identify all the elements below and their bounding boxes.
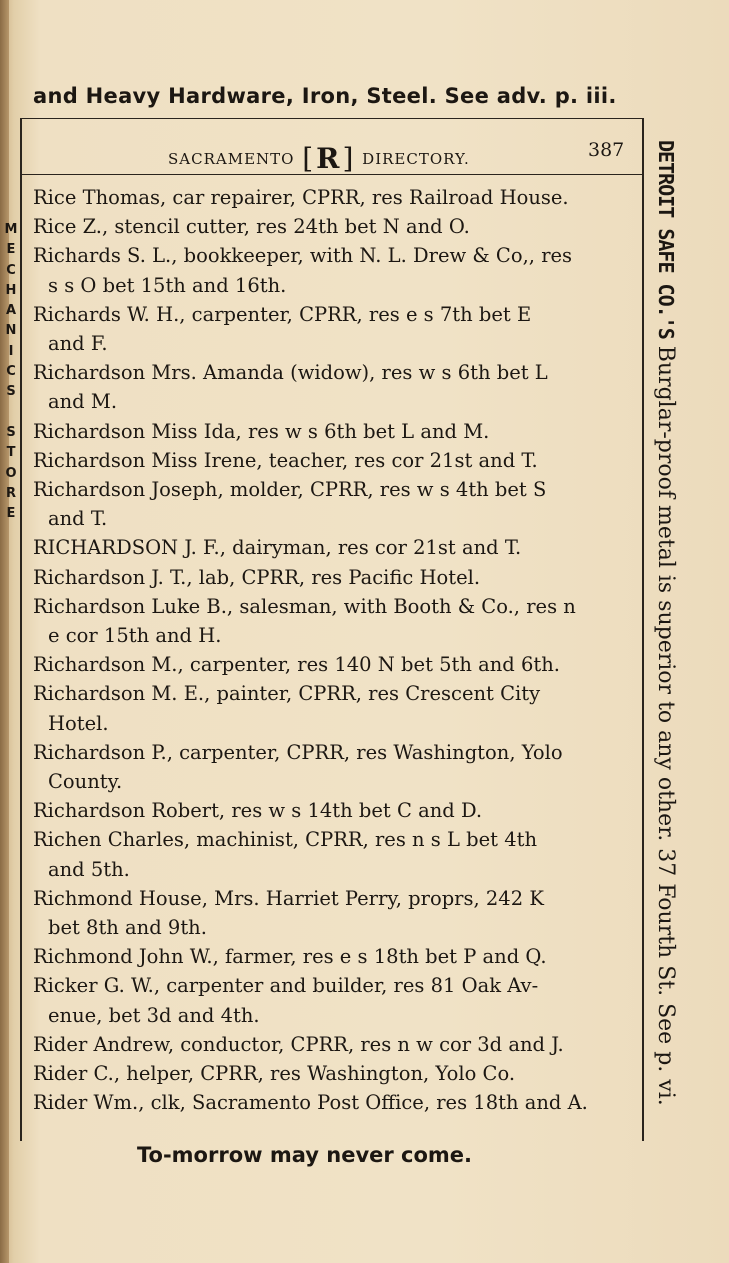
directory-entries [33, 183, 633, 1118]
entry-continuation: s s O bet 15th and 16th. [48, 273, 287, 297]
directory-entry [33, 1088, 633, 1117]
directory-entry [33, 212, 633, 241]
directory-entry [33, 679, 633, 737]
directory-entry [33, 650, 633, 679]
entry-line: Richards S. L., bookkeeper, with N. L. Drew & Co,, res [33, 244, 573, 268]
entry-line: Richardson Luke B., salesman, with Booth & Co., res n [33, 594, 576, 618]
directory-entry [33, 475, 633, 533]
directory-entry [33, 971, 633, 1029]
entry-line: Rider Wm., clk, Sacramento Post Office, res 18th and A. [33, 1091, 588, 1115]
side-letter: M [4, 222, 18, 237]
side-letter: C [6, 364, 16, 380]
entry-continuation: e cor 15th and H. [48, 624, 222, 648]
top-advertisement: and Heavy Hardware, Iron, Steel. See adv. p. iii. [33, 84, 617, 108]
directory-entry [33, 1030, 633, 1059]
header-letter: R [316, 142, 341, 175]
header-city: SACRAMENTO [168, 150, 295, 168]
entry-continuation: and M. [48, 390, 118, 414]
side-letter: T [6, 445, 16, 461]
entry-line: Richmond House, Mrs. Harriet Perry, proprs, 242 K [33, 886, 544, 910]
entry-line: Richen Charles, machinist, CPRR, res n s L bet 4th [33, 828, 538, 852]
directory-entry [33, 738, 633, 796]
entry-line: Richardson Robert, res w s 14th bet C and D. [33, 799, 483, 823]
entry-line: Richards W. H., carpenter, CPRR, res e s 7th bet E [33, 302, 532, 326]
directory-entry [33, 300, 633, 358]
page-number: 387 [588, 139, 625, 161]
entry-continuation: and F. [48, 332, 108, 356]
running-header: SACRAMENTO [R] DIRECTORY. 387 [20, 128, 642, 175]
side-letter: R [5, 485, 16, 501]
entry-line: Rice Z., stencil cutter, res 24th bet N and O. [33, 215, 470, 239]
directory-entry [33, 825, 633, 883]
entry-line: Richardson Miss Irene, teacher, res cor 21st and T. [33, 448, 538, 472]
entry-line: Richardson P., carpenter, CPRR, res Washington, Yolo [33, 740, 563, 764]
entry-line: Richardson M., carpenter, res 140 N bet 5th and 6th. [33, 653, 560, 677]
directory-entry [33, 417, 633, 446]
entry-line: Richardson M. E., painter, CPRR, res Crescent City [33, 682, 541, 706]
entry-line: Richardson J. T., lab, CPRR, res Pacific Hotel. [33, 565, 481, 589]
side-ad-brand: DETROIT SAFE CO.'S [654, 140, 678, 339]
entry-continuation: bet 8th and 9th. [48, 916, 207, 940]
directory-entry [33, 183, 633, 212]
directory-entry [33, 592, 633, 650]
side-letter: E [6, 506, 16, 522]
directory-entry [33, 884, 633, 942]
book-spine [0, 0, 9, 1263]
side-letter: A [5, 303, 17, 319]
side-letter: S [6, 384, 16, 400]
footer-motto: To-morrow may never come. [137, 1143, 473, 1167]
directory-entry [33, 241, 633, 299]
side-letter: C [6, 262, 16, 278]
directory-entry [33, 563, 633, 592]
entry-line: Richardson Mrs. Amanda (widow), res w s 6th bet L [33, 361, 548, 385]
entry-line: Rider Andrew, conductor, CPRR, res n w cor 3d and J. [33, 1032, 564, 1056]
right-side-advertisement [644, 140, 688, 1140]
side-ad-text: Burglar-proof metal is superior to any other. 37 Fourth St. See p. vi. [653, 338, 678, 1106]
entry-line: Ricker G. W., carpenter and builder, res 81 Oak Av- [33, 974, 539, 998]
directory-entry [33, 358, 633, 416]
side-letter: I [8, 343, 14, 359]
entry-continuation: and T. [48, 507, 108, 531]
entry-line: Richardson Joseph, molder, CPRR, res w s 4th bet S [33, 478, 547, 502]
directory-entry [33, 796, 633, 825]
side-letter: N [5, 323, 17, 339]
entry-line: Rider C., helper, CPRR, res Washington, Yolo Co. [33, 1062, 516, 1086]
left-side-advertisement [4, 220, 18, 524]
side-letter [4, 403, 18, 423]
directory-entry [33, 942, 633, 971]
directory-entry [33, 446, 633, 475]
side-letter: H [5, 282, 17, 298]
entry-line: Richmond John W., farmer, res e s 18th bet P and Q. [33, 945, 547, 969]
entry-line: Richardson Miss Ida, res w s 6th bet L and M. [33, 419, 490, 443]
entry-continuation: enue, bet 3d and 4th. [48, 1003, 260, 1027]
entry-line: Rice Thomas, car repairer, CPRR, res Railroad House. [33, 186, 569, 209]
directory-entry [33, 1059, 633, 1088]
entry-continuation: Hotel. [48, 711, 109, 735]
side-letter: O [5, 465, 17, 481]
header-label: DIRECTORY. [362, 150, 470, 168]
entry-line: RICHARDSON J. F., dairyman, res cor 21st and T. [33, 536, 522, 560]
side-letter: E [6, 242, 16, 258]
side-letter: S [6, 424, 16, 440]
entry-continuation: and 5th. [48, 857, 130, 881]
entry-continuation: County. [48, 770, 123, 794]
directory-entry [33, 533, 633, 562]
